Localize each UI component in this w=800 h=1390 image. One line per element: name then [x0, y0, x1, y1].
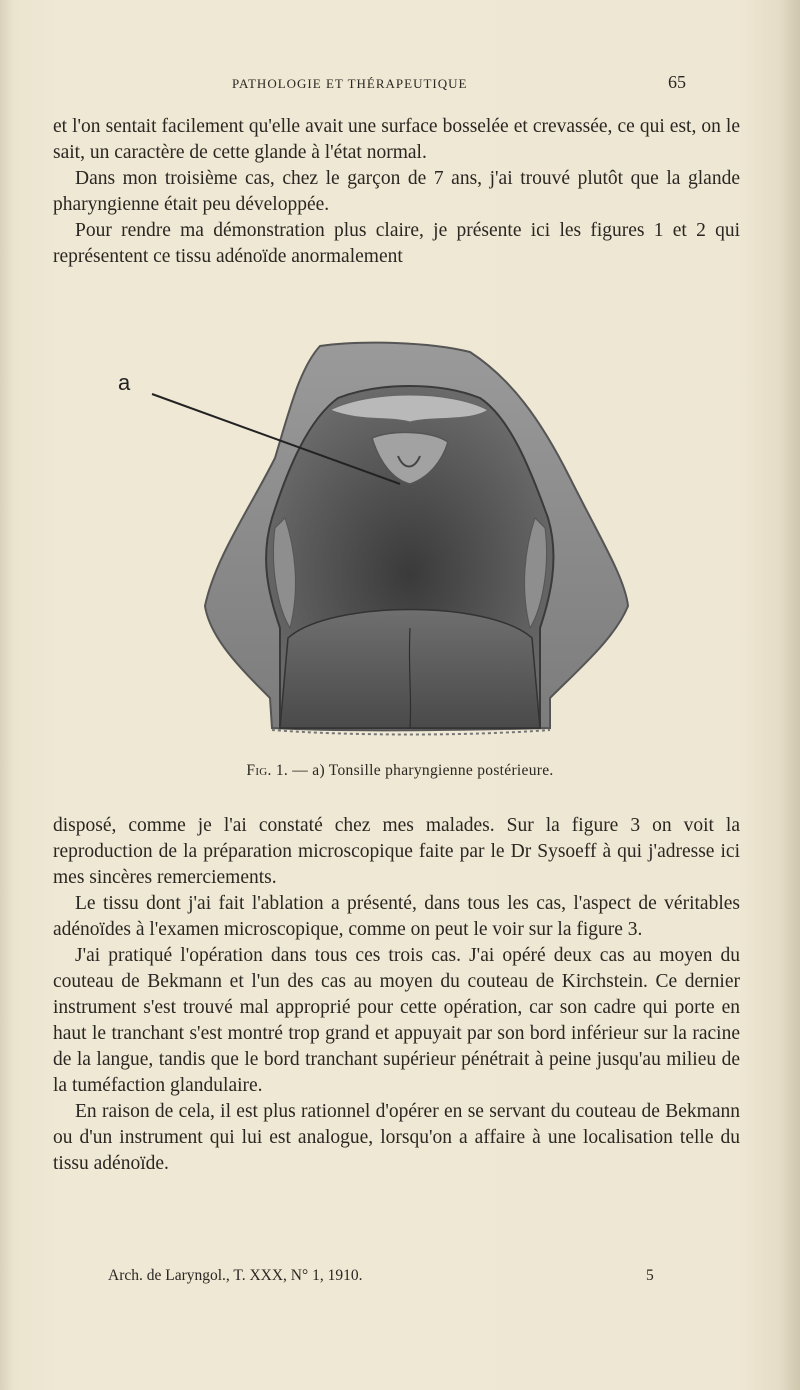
footer-sheet-number: 5 — [646, 1267, 654, 1284]
running-head — [0, 72, 800, 96]
pharynx-illustration — [110, 338, 650, 748]
body-text-bottom — [53, 813, 740, 1177]
figure-caption — [0, 762, 800, 780]
figure-1 — [110, 338, 650, 748]
page-number: 65 — [668, 72, 686, 92]
footer-citation: Arch. de Laryngol., T. XXX, N° 1, 1910. — [108, 1267, 363, 1284]
paragraph: J'ai pratiqué l'opération dans tous ces trois cas. J'ai opéré deux cas au moyen du couteau de Bekmann et l'un des cas au moyen du couteau de Kirchstein. Ce dernier instrument s'est trouvé mal approprié pour cette opération, car son cadre qui porte en haut le tranchant s'est montré trop grand et appuyait par son bord inférieur sur la racine de la langue, tandis que le bord tranchant supérieur pénétrait à peine jusqu'au milieu de la tuméfaction glandulaire. — [53, 945, 740, 1096]
paragraph: disposé, comme je l'ai constaté chez mes malades. Sur la figure 3 on voit la reproduction de la préparation microscopique faite par le Dr Sysoeff à qui j'adresse ici mes sincères remerciements. — [53, 815, 740, 888]
paragraph: Le tissu dont j'ai fait l'ablation a présenté, dans tous les cas, l'aspect de véritables adénoïdes à l'examen microscopique, comme on peut le voir sur la figure 3. — [53, 893, 740, 940]
caption-text: — a) Tonsille pharyngienne postérieure. — [292, 762, 554, 779]
paragraph: En raison de cela, il est plus rationnel d'opérer en se servant du couteau de Bekmann ou d'un instrument qui lui est analogue, lorsqu'on a affaire à une localisation telle du tissu adénoïde. — [53, 1101, 740, 1174]
body-text-top — [53, 114, 740, 270]
figure-label-a: a — [118, 370, 131, 395]
paragraph: et l'on sentait facilement qu'elle avait une surface bosselée et crevassée, ce qui est, on le sait, un caractère de cette glande à l'état normal. — [53, 116, 740, 163]
paragraph: Dans mon troisième cas, chez le garçon de 7 ans, j'ai trouvé plutôt que la glande pharyngienne était peu développée. — [53, 168, 740, 215]
page-footer — [0, 1267, 800, 1289]
running-title: PATHOLOGIE ET THÉRAPEUTIQUE — [232, 76, 468, 91]
paragraph: Pour rendre ma démonstration plus claire, je présente ici les figures 1 et 2 qui représentent ce tissu adénoïde anormalement — [53, 220, 740, 267]
caption-label: Fig. 1. — [246, 762, 289, 779]
